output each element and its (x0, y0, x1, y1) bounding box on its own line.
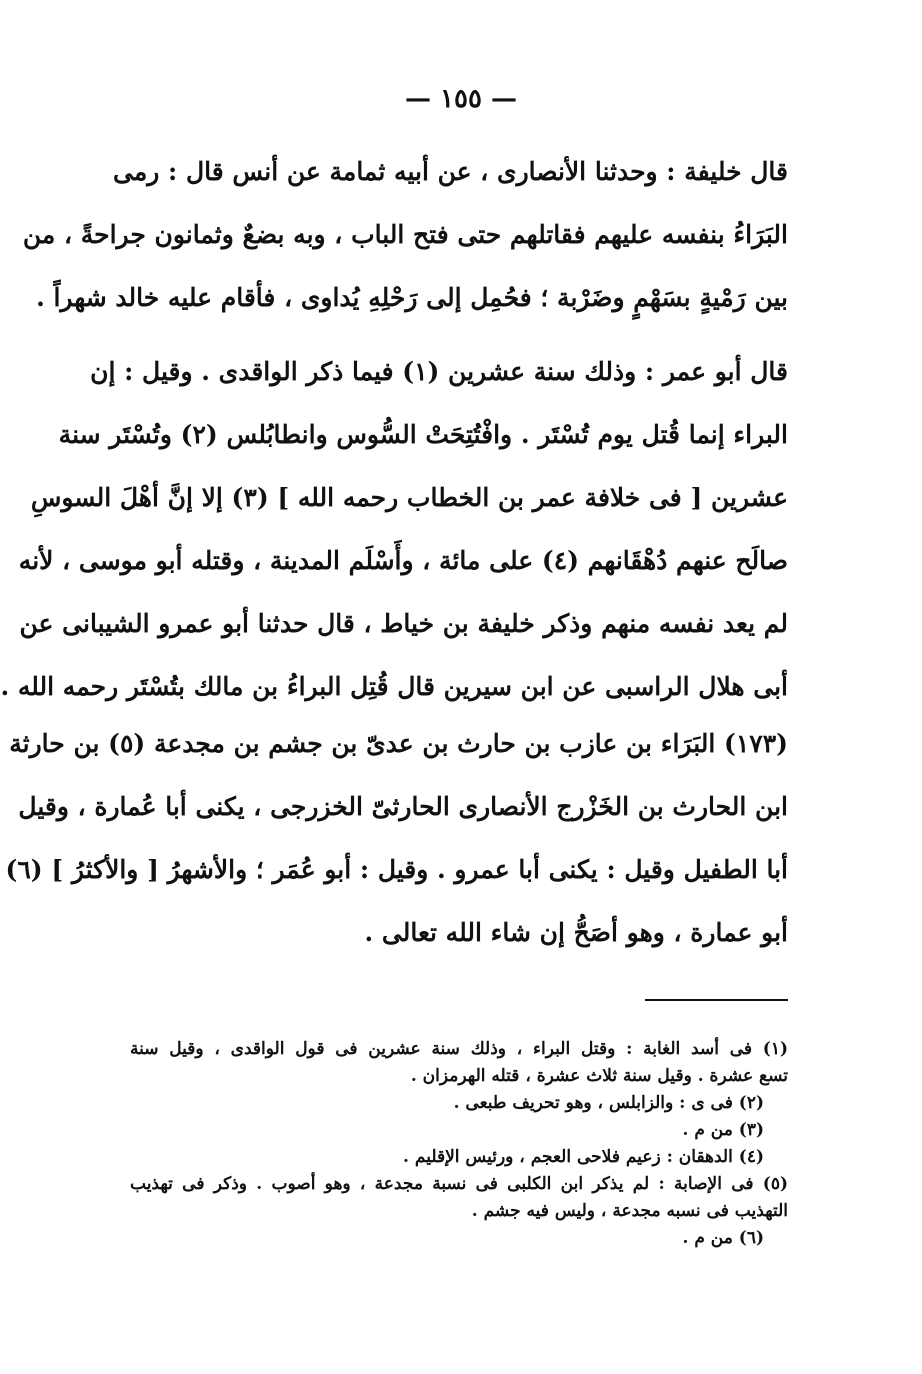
footnote-line: (٥) فى الإصابة : لم يذكر ابن الكلبى فى نسبة مجدعة ، وهو أصوب . وذكر فى تهذيب (130, 1174, 788, 1194)
footnote-line: (١) فى أسد الغابة : وقتل البراء ، وذلك سنة عشرين فى قول الواقدى ، وقيل سنة (130, 1039, 788, 1059)
text-line: (١٧٣) البَرَاء بن عازب بن حارث بن عدىّ بن جشم بن مجدعة (٥) بن حارثة (9, 729, 788, 758)
text-line: قال خليفة : وحدثنا الأنصارى ، عن أبيه ثمامة عن أنس قال : رمى (113, 157, 788, 186)
footnote-separator (645, 999, 788, 1001)
text-line: صالَح عنهم دُهْقَانهم (٤) على مائة ، وأَسْلَم المدينة ، وقتله أبو موسى ، لأنه (18, 546, 788, 575)
text-line: لم يعد نفسه منهم وذكر خليفة بن خياط ، قال حدثنا أبو عمرو الشيبانى عن (19, 609, 788, 638)
text-line: بين رَمْيةٍ بسَهْمٍ وضَرْبة ؛ فحُمِل إلى رَحْلِهِ يُداوى ، فأقام عليه خالد شهراً . (36, 283, 788, 312)
footnote-line: (٣) من م . (682, 1120, 764, 1140)
footnote-line: (٢) فى ى : والزابلس ، وهو تحريف طبعى . (453, 1093, 764, 1113)
page-number: — ١٥٥ — (404, 84, 518, 114)
footnote-line: التهذيب فى نسبه مجدعة ، وليس فيه جشم . (471, 1201, 788, 1221)
text-line: أبا الطفيل وقيل : يكنى أبا عمرو . وقيل : أبو عُمَر ؛ والأشهرُ [ والأكثرُ ] (٦) (5, 855, 788, 884)
footnote-line: تسع عشرة . وقيل سنة ثلاث عشرة ، قتله الهرمزان . (410, 1066, 788, 1086)
text-line: البراء إنما قُتل يوم تُسْتَر . وافْتُتِحَتْ السُّوس وانطابُلس (٢) وتُسْتَر سنة (58, 420, 788, 449)
text-line: قال أبو عمر : وذلك سنة عشرين (١) فيما ذكر الواقدى . وقيل : إن (90, 357, 788, 386)
text-line: أبى هلال الراسبى عن ابن سيرين قال قُتِل البراءُ بن مالك بتُسْتَر رحمه الله . (0, 672, 788, 701)
text-line: أبو عمارة ، وهو أصَحُّ إن شاء الله تعالى . (364, 918, 788, 947)
paragraph-2 (0, 340, 788, 718)
paragraph-3 (5, 712, 788, 964)
text-line: عشرين [ فى خلافة عمر بن الخطاب رحمه الله ] (٣) إلا إنَّ أهْلَ السوسِ (30, 483, 788, 512)
text-line: ابن الحارث بن الخَزْرج الأنصارى الحارثىّ الخزرجى ، يكنى أبا عُمارة ، وقيل (18, 792, 788, 821)
footnote-line: (٦) من م . (682, 1228, 764, 1248)
paragraph-1 (22, 140, 788, 329)
text-line: البَرَاءُ بنفسه عليهم فقاتلهم حتى فتح الباب ، وبه بضعٌ وثمانون جراحةً ، من (22, 220, 788, 249)
footnotes (130, 1036, 788, 1252)
footnote-line: (٤) الدهقان : زعيم فلاحى العجم ، ورئيس الإقليم . (403, 1147, 764, 1167)
